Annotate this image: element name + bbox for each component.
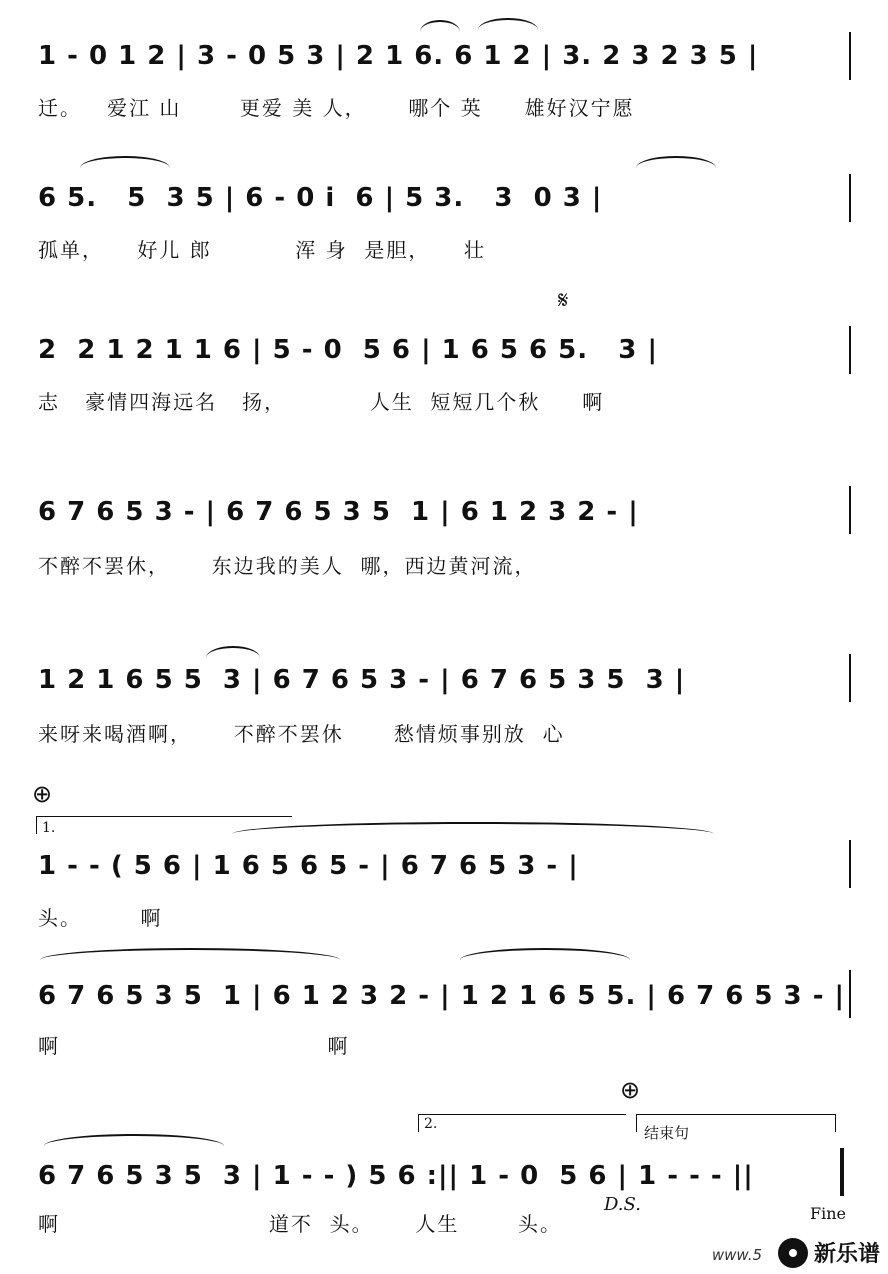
barline (849, 486, 851, 534)
ending-bracket-tick (835, 1114, 836, 1132)
slur (80, 156, 170, 180)
record-disc-icon (778, 1238, 808, 1268)
ds-marking: D.S. (604, 1194, 641, 1215)
lyrics-line: 来呀来喝酒啊， 不醉不罢休 愁情烦事别放 心 (38, 722, 565, 746)
notation-line: 6 7 6 5 3 5 3 | 1 - - ) 5 6 :|| 1 - 0 5 6 | 1 - - - || (38, 1161, 754, 1191)
site-logo (778, 1237, 880, 1268)
fine-marking: Fine (810, 1204, 846, 1223)
barline (849, 326, 851, 374)
barline (849, 840, 851, 888)
notation-line: 1 - - ( 5 6 | 1 6 5 6 5 - | 6 7 6 5 3 - | (38, 851, 579, 881)
final-barline (840, 1148, 844, 1196)
lyrics-line: 啊 道不 头。 人生 头。 (38, 1212, 562, 1236)
ending-phrase-label: 结束句 (644, 1124, 690, 1142)
volta-bracket (418, 1114, 626, 1115)
notation-line: 2 2 1 2 1 1 6 | 5 - 0 5 6 | 1 6 5 6 5. 3 | (38, 335, 658, 365)
barline (849, 970, 851, 1018)
notation-line: 6 7 6 5 3 - | 6 7 6 5 3 5 1 | 6 1 2 3 2 - | (38, 497, 639, 527)
slur (232, 822, 714, 846)
volta-bracket (36, 816, 292, 817)
notation-line: 1 - 0 1 2 | 3 - 0 5 3 | 2 1 6. 6 1 2 | 3. 2 3 2 3 5 | (38, 41, 759, 71)
notation-line: 6 5. 5 3 5 | 6 - 0 i 6 | 5 3. 3 0 3 | (38, 183, 603, 213)
lyrics-line: 啊 啊 (38, 1034, 350, 1058)
watermark-url: www.5 (711, 1246, 762, 1264)
lyrics-line: 迁。 爱江 山 更爱 美 人， 哪个 英 雄好汉宁愿 (38, 96, 635, 120)
slur (40, 948, 340, 972)
volta-bracket-tick (36, 816, 37, 834)
coda-icon: ⊕ (620, 1076, 641, 1104)
barline (849, 654, 851, 702)
lyrics-line: 志 豪情四海远名 扬， 人生 短短几个秋 啊 (38, 390, 605, 414)
lyrics-line: 头。 啊 (38, 906, 163, 930)
slur (460, 948, 630, 972)
ending-bracket-tick (636, 1114, 637, 1132)
slur (44, 1134, 224, 1158)
lyrics-line: 孤单， 好儿 郎 浑 身 是胆， 壮 (38, 238, 486, 262)
volta-bracket-tick (418, 1114, 419, 1132)
barline (849, 174, 851, 222)
ending-bracket (636, 1114, 836, 1115)
volta-1-label: 1. (42, 820, 56, 836)
segno-icon: 𝄋 (558, 286, 569, 314)
volta-2-label: 2. (424, 1116, 438, 1132)
notation-line: 1 2 1 6 5 5 3 | 6 7 6 5 3 - | 6 7 6 5 3 5 3 | (38, 665, 686, 695)
slur (636, 156, 716, 180)
lyrics-line: 不醉不罢休， 东边我的美人 哪，西边黄河流， (38, 554, 537, 578)
brand-name: 新乐谱 (813, 1242, 880, 1267)
barline (849, 32, 851, 80)
notation-line: 6 7 6 5 3 5 1 | 6 1 2 3 2 - | 1 2 1 6 5 5. | 6 7 6 5 3 - | (38, 981, 846, 1011)
coda-icon: ⊕ (32, 780, 53, 808)
